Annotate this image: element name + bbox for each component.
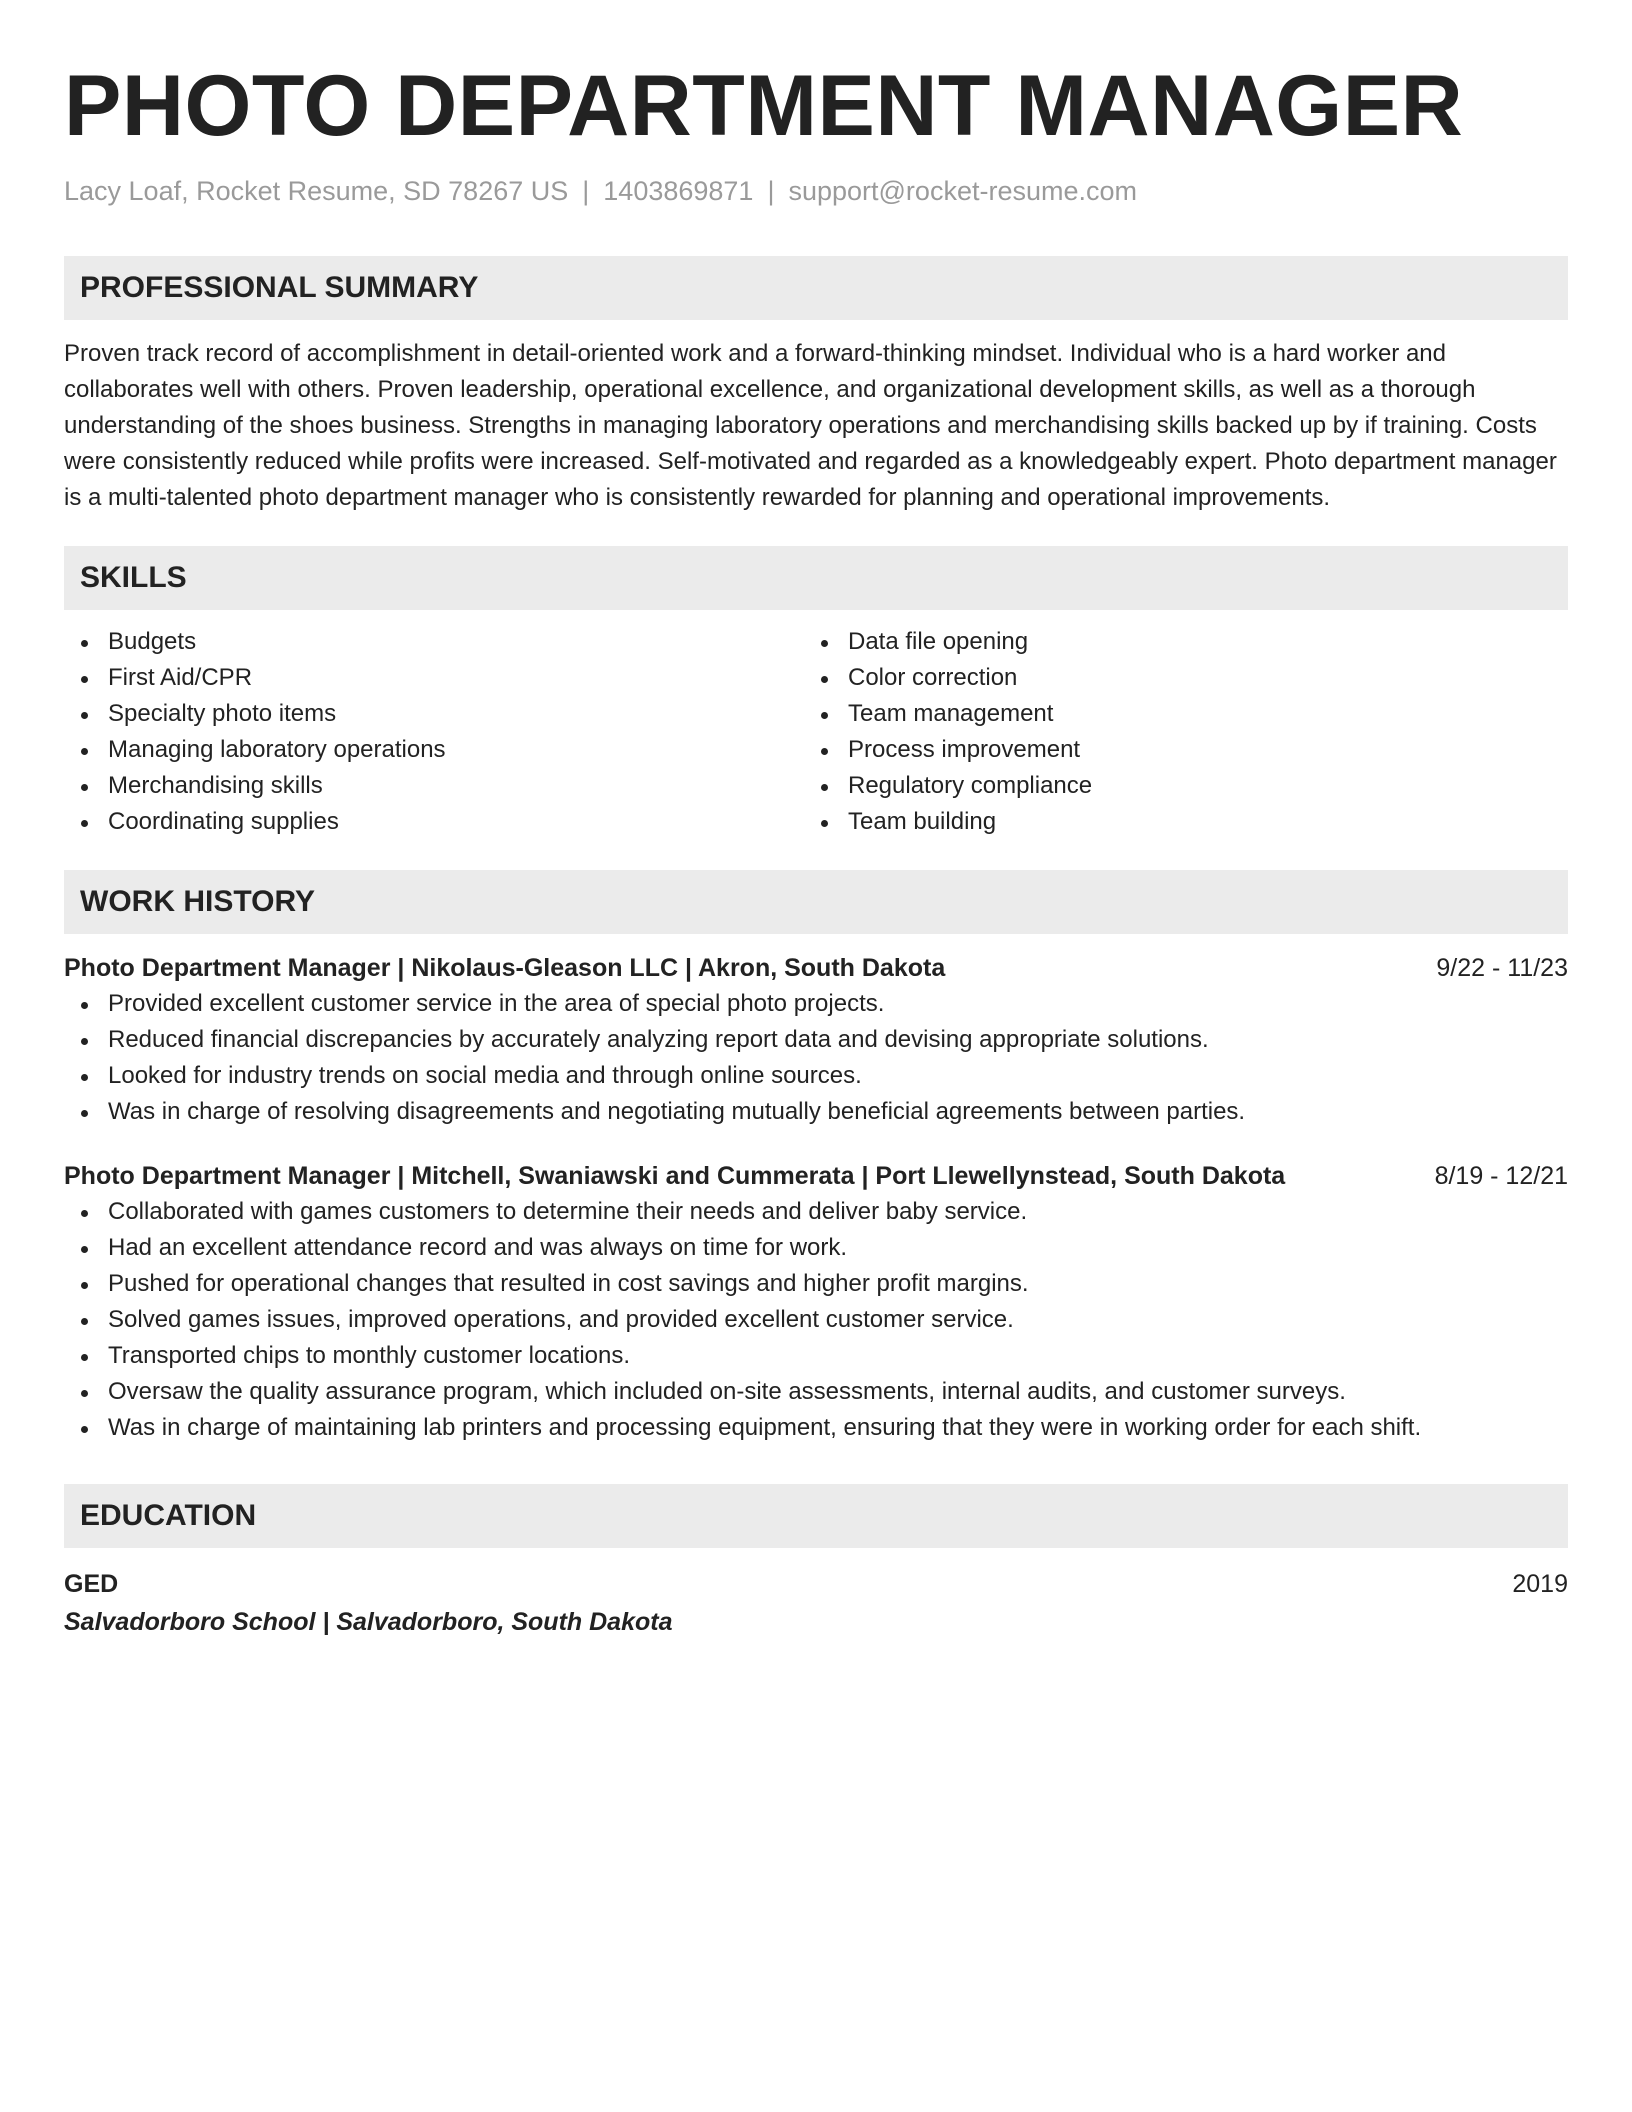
skill-item: Regulatory compliance: [804, 768, 1568, 804]
job-title: Photo Department Manager | Nikolaus-Gleason LLC | Akron, South Dakota: [64, 954, 946, 982]
skill-item: Color correction: [804, 660, 1568, 696]
contact-address: Lacy Loaf, Rocket Resume, SD 78267 US: [64, 176, 569, 206]
skills-heading: SKILLS: [64, 546, 1568, 610]
contact-phone: 1403869871: [603, 176, 754, 206]
job-duty-item: Had an excellent attendance record and was always on time for work.: [64, 1230, 1568, 1266]
job-duties: [64, 986, 1568, 1130]
job-duty-item: Was in charge of resolving disagreements and negotiating mutually beneficial agreements between parties.: [64, 1094, 1568, 1130]
skill-item: Process improvement: [804, 732, 1568, 768]
education-entry: [64, 1566, 1568, 1640]
summary-text: Proven track record of accomplishment in detail-oriented work and a forward-thinking mindset. Individual who is a hard worker and collaborates well with others. Proven leadership, operational excellence, and organizational development skills, as well as a thorough understanding of the shoes business. Strengths in managing laboratory operations and merchandising skills backed up by if training. Costs were consistently reduced while profits were increased. Self-motivated and regarded as a knowledgeably expert. Photo department manager is a multi-talented photo department manager who is consistently rewarded for planning and operational improvements.: [64, 340, 1557, 511]
job-dates: 9/22 - 11/23: [1436, 954, 1568, 982]
job-duty-item: Reduced financial discrepancies by accurately analyzing report data and devising appropriate solutions.: [64, 1022, 1568, 1058]
resume-title: PHOTO DEPARTMENT MANAGER: [64, 58, 1464, 154]
skill-item: Team management: [804, 696, 1568, 732]
skill-item: Team building: [804, 804, 1568, 840]
education-year: 2019: [1512, 1570, 1568, 1598]
contact-separator: |: [582, 176, 590, 206]
skills-column-left: [64, 624, 804, 840]
job-duty-item: Collaborated with games customers to determine their needs and deliver baby service.: [64, 1194, 1568, 1230]
job-title: Photo Department Manager | Mitchell, Swaniawski and Cummerata | Port Llewellynstead, South Dakota: [64, 1162, 1286, 1190]
job-duty-item: Provided excellent customer service in the area of special photo projects.: [64, 986, 1568, 1022]
job-duty-item: Solved games issues, improved operations, and provided excellent customer service.: [64, 1302, 1568, 1338]
education-school: Salvadorboro School | Salvadorboro, South Dakota: [64, 1608, 673, 1636]
job-header: [64, 950, 1568, 986]
contact-line: [64, 174, 1568, 208]
education-degree: GED: [64, 1570, 119, 1598]
contact-email: support@rocket-resume.com: [788, 176, 1137, 206]
skill-item: Specialty photo items: [64, 696, 804, 732]
job-duty-item: Looked for industry trends on social media and through online sources.: [64, 1058, 1568, 1094]
job-duty-item: Oversaw the quality assurance program, which included on-site assessments, internal audits, and customer surveys.: [64, 1374, 1568, 1410]
summary-heading: PROFESSIONAL SUMMARY: [64, 256, 1568, 320]
job-duty-item: Was in charge of maintaining lab printers and processing equipment, ensuring that they were in working order for each shift.: [64, 1410, 1568, 1446]
job-dates: 8/19 - 12/21: [1434, 1162, 1568, 1190]
skill-item: Merchandising skills: [64, 768, 804, 804]
skill-item: Coordinating supplies: [64, 804, 804, 840]
job-duties: [64, 1194, 1568, 1446]
skill-item: First Aid/CPR: [64, 660, 804, 696]
education-heading: EDUCATION: [64, 1484, 1568, 1548]
work-history-heading: WORK HISTORY: [64, 870, 1568, 934]
job-header: [64, 1158, 1568, 1194]
skills-list: [64, 624, 1568, 840]
skill-item: Data file opening: [804, 624, 1568, 660]
contact-separator: |: [767, 176, 775, 206]
skills-column-right: [804, 624, 1568, 840]
skill-item: Managing laboratory operations: [64, 732, 804, 768]
skill-item: Budgets: [64, 624, 804, 660]
job-entry: [64, 1158, 1568, 1446]
job-duty-item: Transported chips to monthly customer locations.: [64, 1338, 1568, 1374]
job-entry: [64, 950, 1568, 1130]
job-duty-item: Pushed for operational changes that resulted in cost savings and higher profit margins.: [64, 1266, 1568, 1302]
education-header: [64, 1566, 1568, 1602]
